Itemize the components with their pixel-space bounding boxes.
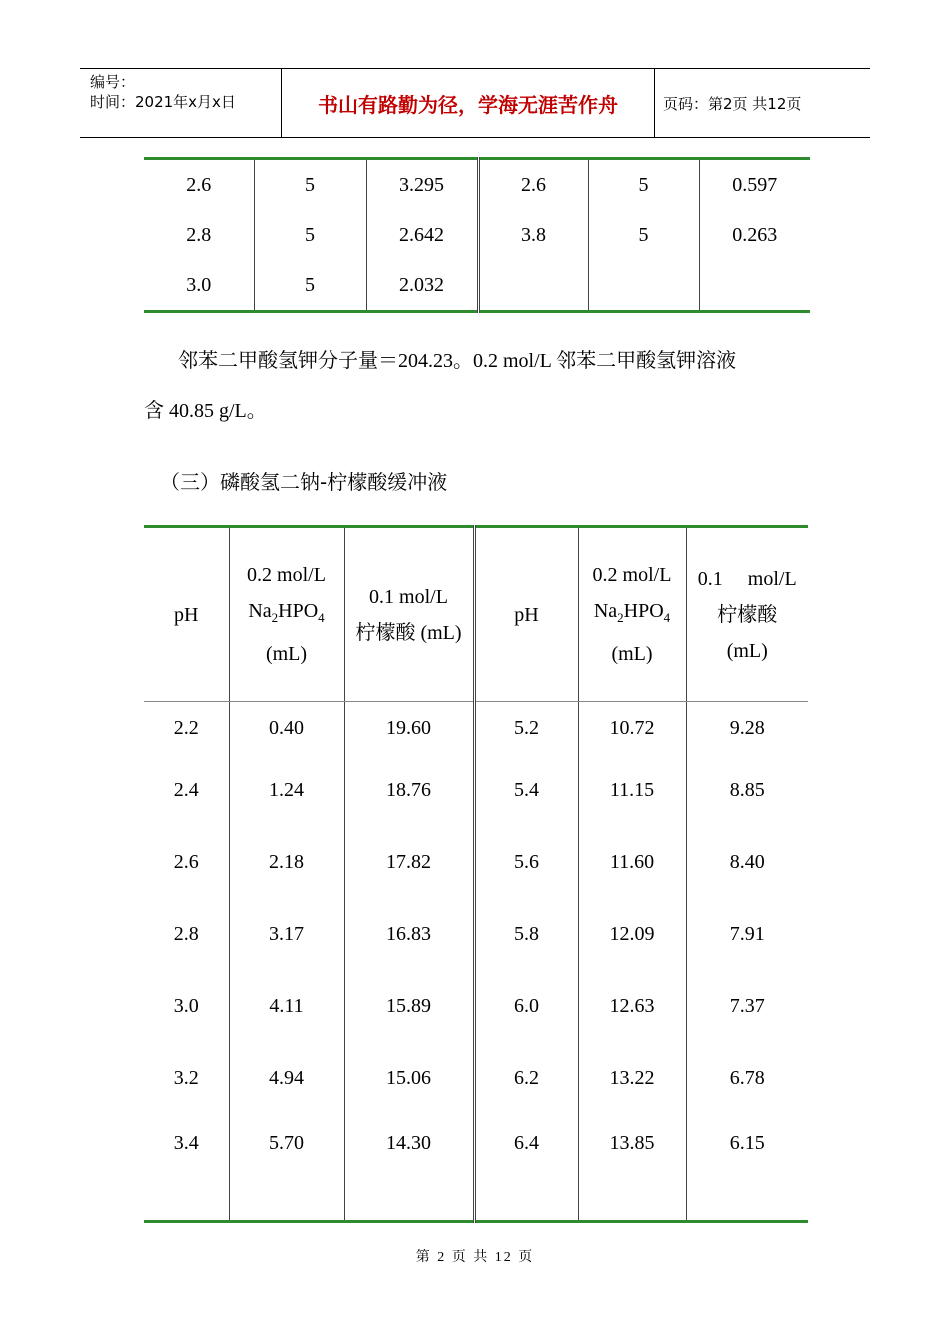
table-cell: 5.6 — [474, 826, 578, 898]
section-title: （三）磷酸氢二钠-柠檬酸缓冲液 — [160, 470, 448, 494]
table-cell: 2.2 — [144, 702, 229, 755]
header-na-name-2: $Na_2HPO_4$ — [593, 600, 671, 625]
page-info: 页码：第2页 共12页 — [663, 94, 802, 113]
table-row — [144, 970, 808, 1042]
table-cell: 5 — [254, 260, 366, 312]
table-cell: 6.2 — [474, 1042, 578, 1114]
table-cell — [699, 260, 810, 312]
table-row — [144, 826, 808, 898]
table-cell: 15.89 — [344, 970, 474, 1042]
table-cell: 1.24 — [229, 754, 344, 826]
table-cell: 8.40 — [729, 850, 765, 873]
table-cell: 3.4 — [144, 1114, 229, 1222]
table-cell: 13.22 — [578, 1042, 686, 1114]
table-row — [144, 1114, 808, 1222]
table-cell: 5.4 — [474, 754, 578, 826]
table-row — [144, 210, 810, 260]
table-cell: 19.60 — [344, 702, 474, 755]
table-cell: 5 — [254, 159, 366, 211]
header-ph: pH — [144, 527, 229, 702]
table-cell: 2.8 — [144, 898, 229, 970]
header-na-unit: (mL) — [265, 643, 308, 665]
header-cit-conc: 0.1 mol/L — [369, 585, 448, 608]
header-ph-2: pH — [474, 527, 578, 702]
table-cell: 18.76 — [344, 754, 474, 826]
header-page-cell — [655, 69, 870, 137]
table-cell: 2.642 — [366, 210, 478, 260]
table-cell: 4.94 — [229, 1042, 344, 1114]
paragraph-line-1: 邻苯二甲酸氢钾分子量＝204.23。0.2 mol/L 邻苯二甲酸氢钾溶液 — [178, 350, 737, 372]
table-cell: 3.0 — [144, 970, 229, 1042]
table-cell: 5 — [254, 210, 366, 260]
table-cell: 5 — [588, 210, 699, 260]
table-cell: 16.83 — [344, 898, 474, 970]
table-cell: 3.2 — [144, 1042, 229, 1114]
table-cell — [478, 260, 588, 312]
table-cell: 7.37 — [729, 994, 765, 1017]
table-cell: 3.0 — [144, 260, 254, 312]
header-na2hpo4-2 — [578, 527, 686, 702]
table-row — [144, 159, 810, 211]
table-cell: 2.6 — [144, 826, 229, 898]
phthalate-buffer-table-continued — [144, 157, 810, 313]
header-na-conc: 0.2 mol/L — [247, 564, 326, 586]
header-na-name: $Na_2HPO_4$ — [248, 600, 325, 625]
table-cell: 3.295 — [366, 159, 478, 211]
table-cell: 6.4 — [474, 1114, 578, 1222]
page-footer: 第 2 页 共 12 页 — [415, 1250, 535, 1265]
table-cell: 5.70 — [229, 1114, 344, 1222]
table-cell: 8.85 — [729, 778, 765, 801]
header-na-conc-2: 0.2 mol/L — [592, 564, 672, 586]
serial-label: 编号： — [90, 73, 136, 91]
motto: 书山有路勤为径，学海无涯苦作舟 — [318, 92, 618, 117]
table-cell: 14.30 — [344, 1114, 474, 1222]
table-cell: 10.72 — [578, 702, 686, 755]
table-cell: 6.15 — [729, 1132, 765, 1154]
table-header-row — [144, 527, 808, 702]
header-na2hpo4 — [229, 527, 344, 702]
table-cell: 2.032 — [366, 260, 478, 312]
table-cell: 5.8 — [474, 898, 578, 970]
table-cell: 12.63 — [578, 970, 686, 1042]
table-cell: 11.15 — [578, 754, 686, 826]
table-cell: 17.82 — [344, 826, 474, 898]
table-cell: 3.8 — [478, 210, 588, 260]
table-cell: 2.6 — [144, 159, 254, 211]
table-row — [144, 754, 808, 826]
table-row — [144, 260, 810, 312]
page-header — [80, 68, 870, 138]
table-cell: 15.06 — [344, 1042, 474, 1114]
table-cell: 0.263 — [732, 223, 778, 246]
table-cell: 6.78 — [729, 1066, 765, 1089]
header-cit2-name: 柠檬酸 — [717, 603, 778, 626]
table-cell: 13.85 — [578, 1114, 686, 1222]
table-cell: 7.91 — [729, 922, 765, 945]
paragraph-line-2: 含 40.85 g/L。 — [144, 400, 267, 422]
header-cit2-conc: 0.1 mol/L — [697, 567, 797, 590]
time-label: 时间：2021年x月x日 — [90, 93, 236, 111]
table-cell: 2.18 — [229, 826, 344, 898]
table-cell: 0.597 — [732, 173, 778, 196]
header-citric — [344, 527, 474, 702]
header-cit2-unit: (mL) — [726, 639, 768, 662]
header-cit-name: 柠檬酸 (mL) — [355, 621, 462, 644]
table-row — [144, 898, 808, 970]
header-motto-cell — [282, 69, 655, 137]
table-cell: 6.0 — [474, 970, 578, 1042]
table-row — [144, 1042, 808, 1114]
table-cell: 2.4 — [144, 754, 229, 826]
table-cell: 3.17 — [229, 898, 344, 970]
table-cell: 11.60 — [578, 826, 686, 898]
table-cell — [588, 260, 699, 312]
table-cell: 4.11 — [229, 970, 344, 1042]
table-cell: 0.40 — [229, 702, 344, 755]
table-cell: 5.2 — [474, 702, 578, 755]
table-row — [144, 702, 808, 755]
header-citric-2 — [686, 527, 808, 702]
table-cell: 2.6 — [478, 159, 588, 211]
phosphate-citrate-buffer-table — [144, 525, 808, 1223]
table-cell: 2.8 — [144, 210, 254, 260]
table-cell: 5 — [588, 159, 699, 211]
table-cell: 12.09 — [578, 898, 686, 970]
header-meta-cell — [80, 69, 282, 137]
table-cell: 9.28 — [729, 716, 765, 739]
header-na-unit-2: (mL) — [611, 643, 653, 665]
